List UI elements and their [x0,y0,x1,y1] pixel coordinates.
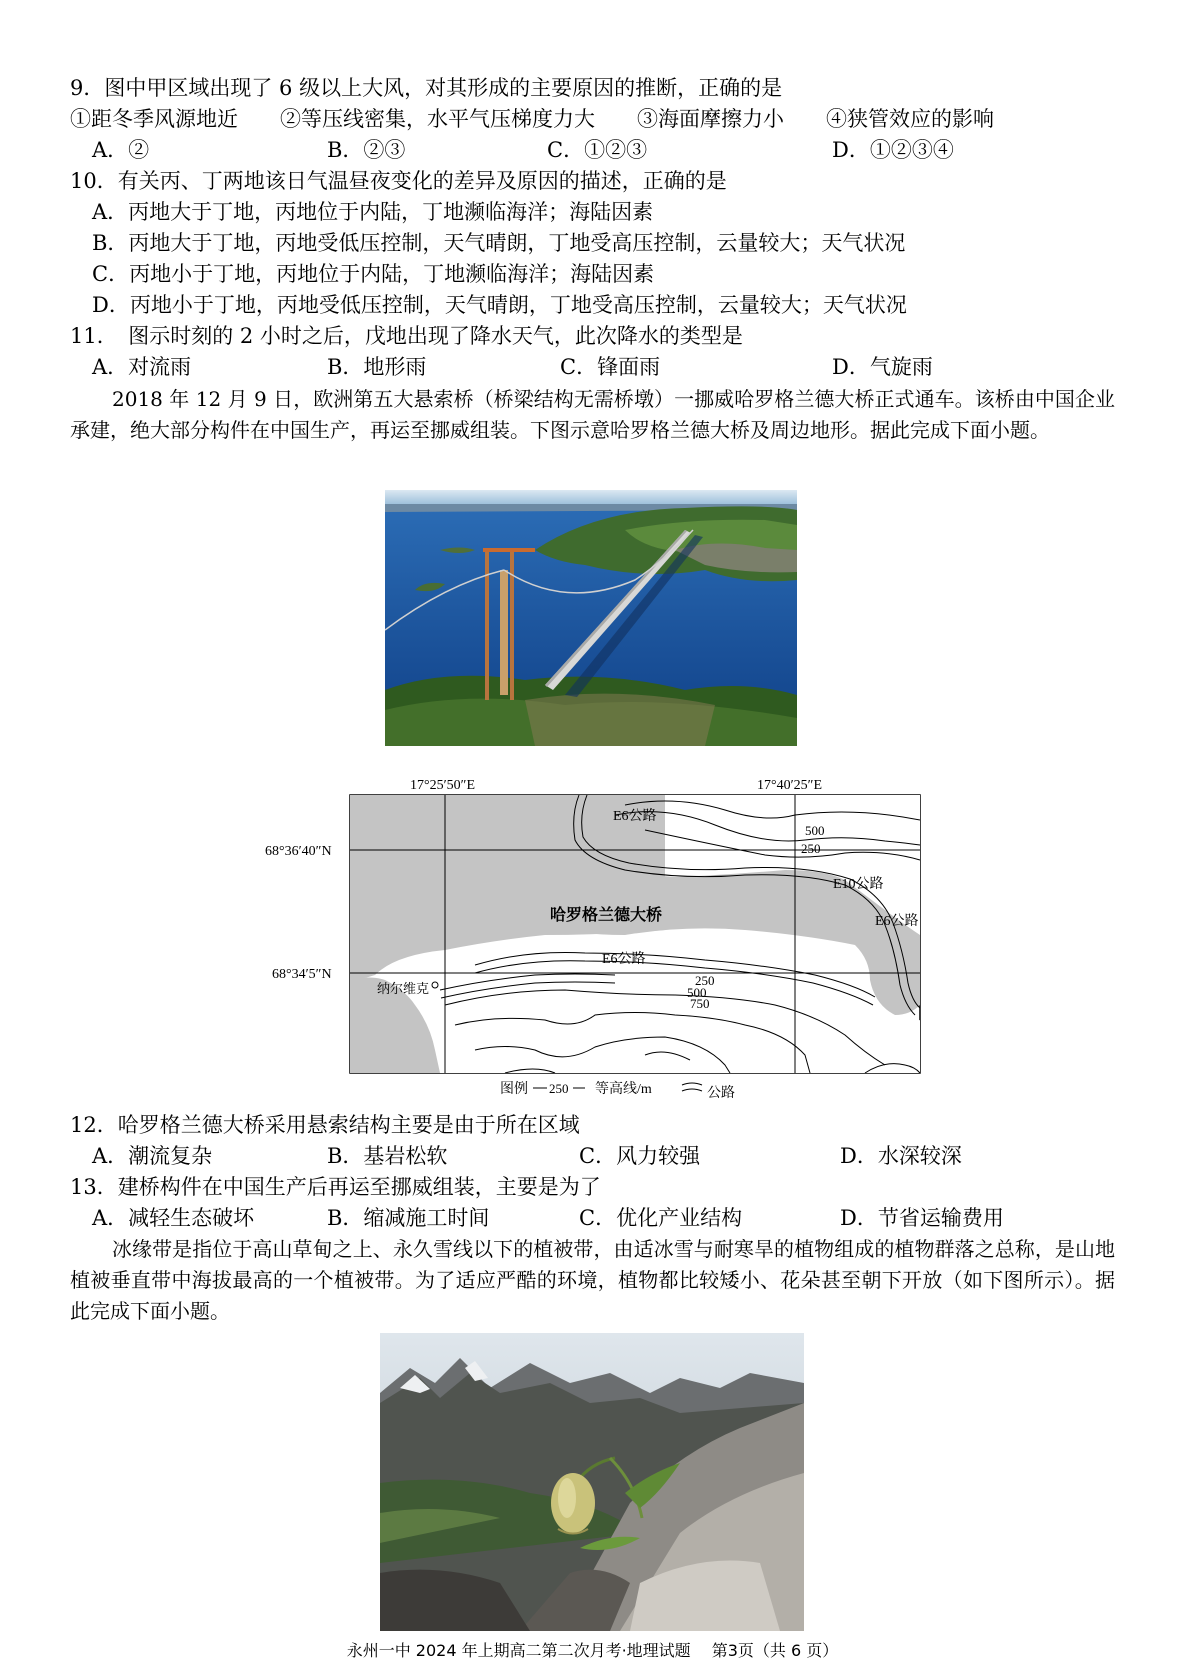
map-contour-250-top: 250 [801,841,821,856]
q10-stem: 10．有关丙、丁两地该日气温昼夜变化的差异及原因的描述，正确的是 [70,169,727,193]
legend-road-label: 公路 [707,1086,735,1101]
q13-option-c: C．优化产业结构 [579,1206,743,1230]
q12-option-a: A．潮流复杂 [92,1144,213,1168]
map-frame [350,795,920,1073]
map-lat-top: 68°36′40″N [265,844,332,859]
passage-bridge: 2018 年 12 月 9 日，欧洲第五大悬索桥（桥梁结构无需桥墩）一挪威哈罗格兰德大桥正式通车。该桥由中国企业承建，绝大部分构件在中国生产，再运至挪威组装。下图示意哈罗格兰德大桥及周边地形。据此完成下面小题。 [70,387,1115,442]
q10-option-c: C．丙地小于丁地，丙地位于内陆，丁地濒临海洋；海陆因素 [92,262,655,286]
q13-option-b: B．缩减施工时间 [327,1206,490,1230]
map-contour-500-top: 500 [805,823,825,838]
map-road-e6-top: E6公路 [613,809,657,824]
q12-stem: 12．哈罗格兰德大桥采用悬索结构主要是由于所在区域 [70,1113,580,1137]
q11-option-d: D．气旋雨 [832,355,933,379]
q9-items: ①距冬季风源地近 ②等压线密集，水平气压梯度力大 ③海面摩擦力小 ④狭管效应的影响 [70,107,994,131]
legend-title: 图例 [500,1082,528,1097]
q10-option-d: D．丙地小于丁地，丙地受低压控制，天气晴朗，丁地受高压控制，云量较大；天气状况 [92,293,907,317]
map-road-e10: E10公路 [833,877,884,892]
q13-stem: 13．建桥构件在中国生产后再运至挪威组装，主要是为了 [70,1175,601,1199]
topographic-map [245,775,935,1105]
q13-option-a: A．减轻生态破坏 [92,1206,255,1230]
map-road-e6-mid: E6公路 [602,952,646,967]
map-lat-bottom: 68°34′5″N [272,967,332,982]
map-lon-right: 17°40′25″E [757,778,823,793]
map-contour-250: 250 [695,973,715,988]
q12-option-d: D．水深较深 [840,1144,962,1168]
q9-option-a: A．② [92,138,150,162]
q11-option-c: C．锋面雨 [560,355,661,379]
q12-option-c: C．风力较强 [579,1144,701,1168]
q13-option-d: D．节省运输费用 [840,1206,1004,1230]
legend-contour-value: 250 [549,1081,569,1096]
legend-contour-label: 等高线/m [595,1082,652,1097]
q10-option-a: A．丙地大于丁地，丙地位于内陆，丁地濒临海洋；海陆因素 [92,200,654,224]
map-lon-left: 17°25′50″E [410,778,476,793]
q12-option-b: B．基岩松软 [327,1144,448,1168]
map-legend [500,1080,735,1101]
map-contour-500: 500 [687,985,707,1000]
bridge-photo [385,490,797,746]
q9-stem: 9．图中甲区域出现了 6 级以上大风，对其形成的主要原因的推断，正确的是 [70,76,783,100]
passage-periglacial: 冰缘带是指位于高山草甸之上、永久雪线以下的植被带，由适冰雪与耐寒旱的植物组成的植物群落之总称，是山地植被垂直带中海拔最高的一个植被带。为了适应严酷的环境，植物都比较矮小、花朵甚至朝下开放（如下图所示）。据此完成下面小题。 [70,1237,1115,1323]
map-contour-750: 750 [690,996,710,1011]
q11-option-a: A．对流雨 [92,355,192,379]
map-road-e6-right: E6公路 [875,914,919,929]
q9-option-d: D．①②③④ [832,138,954,162]
q9-option-b: B．②③ [327,138,406,162]
q9-option-c: C．①②③ [547,138,648,162]
map-town-label: 纳尔维克 [377,981,430,996]
q10-option-b: B．丙地大于丁地，丙地受低压控制，天气晴朗，丁地受高压控制，云量较大；天气状况 [92,231,906,255]
q11-stem: 11． 图示时刻的 2 小时之后，戊地出现了降水天气，此次降水的类型是 [70,324,743,348]
periglacial-flower-photo [380,1333,804,1631]
map-bridge-label: 哈罗格兰德大桥 [550,907,663,924]
page-footer: 永州一中 2024 年上期高二第二次月考·地理试题 第3页（共 6 页） [346,1641,839,1660]
q11-option-b: B．地形雨 [327,355,427,379]
